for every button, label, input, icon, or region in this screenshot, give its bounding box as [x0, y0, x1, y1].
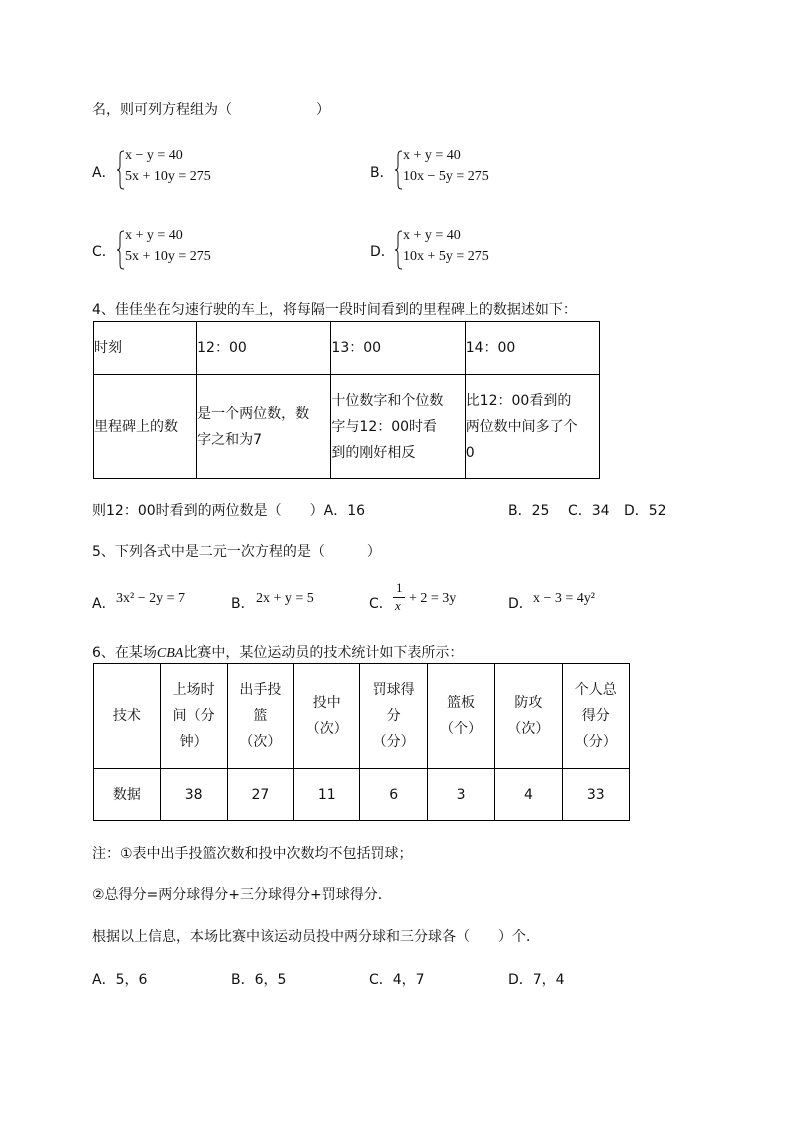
q6-header-free-throw: [360, 664, 427, 769]
q4-cell-1400-desc: [465, 375, 599, 479]
q5-option-c-letter: C．: [369, 596, 393, 612]
q6-header-shots-line3: （次）: [239, 734, 282, 750]
q5-option-c-denominator: x: [395, 598, 401, 613]
q6-header-free-throw-line2: 分: [386, 708, 401, 724]
q4-cell-1300-line1: 十位数字和个位数: [331, 392, 444, 409]
q6-stem-pre: 6、在某场: [92, 645, 157, 661]
q4-cell-1400-line1: 比12：00看到的: [465, 392, 572, 409]
q3-option-d-eq2: 10x + 5y = 275: [403, 249, 489, 264]
q6-header-playing-time: [160, 664, 227, 769]
q6-header-row: [94, 664, 630, 769]
q6-header-free-throw-line1: 罚球得: [372, 682, 415, 698]
q6-header-free-throw-line3: （分）: [372, 734, 415, 750]
q4-cell-1200-line1: 是一个两位数，数: [197, 405, 310, 422]
q4-option-d: D．52: [624, 503, 667, 519]
q6-header-rebounds-line2: （个）: [440, 721, 483, 737]
q6-header-defense-line1: 防攻: [514, 695, 543, 711]
q6-header-playing-time-line1: 上场时: [172, 682, 215, 698]
q6-header-total-line3: （分）: [574, 734, 617, 750]
q6-header-total: [562, 664, 629, 769]
q6-header-tech: [94, 664, 161, 769]
q5-stem: 5、下列各式中是二元一次方程的是（ ）: [92, 544, 381, 560]
q6-header-tech-line1: 技术: [112, 708, 141, 724]
q4-cell-1400-line3: 0: [465, 444, 475, 461]
q4-cell-1300-desc: [331, 375, 465, 479]
q6-header-defense: [495, 664, 562, 769]
q4-cell-1200-line2: 字之和为7: [197, 431, 263, 448]
q5-option-d-letter: D．: [508, 596, 533, 612]
q6-header-made-line1: 投中: [312, 695, 341, 711]
q6-header-shots-line2: 篮: [253, 708, 268, 724]
q6-option-c: C．4，7: [369, 972, 425, 988]
q6-question: 根据以上信息，本场比赛中该运动员投中两分球和三分球各（ ）个．: [92, 929, 540, 945]
q4-cell-1300-line3: 到的刚好相反: [331, 444, 416, 461]
q6-stem: [92, 642, 463, 662]
q6-header-defense-line2: （次）: [507, 721, 550, 737]
q3-option-c-letter: C．: [92, 244, 116, 260]
q6-data-label: 数据: [94, 769, 161, 821]
brace-icon: [116, 150, 125, 190]
q3-option-b-eq1: x + y = 40: [403, 148, 461, 163]
q4-option-b: B．25: [508, 503, 550, 519]
q4-cell-1400: 14：00: [465, 322, 599, 375]
q3-option-a-letter: A．: [92, 165, 116, 181]
q6-data-rebounds: 3: [427, 769, 494, 821]
q4-cell-milestone-label: 里程碑上的数: [94, 375, 197, 479]
q6-note-1: 注：①表中出手投篮次数和投中次数均不包括罚球；: [92, 846, 413, 862]
brace-icon: [394, 150, 403, 190]
q3-option-d-eq1: x + y = 40: [403, 228, 461, 243]
q3-stem-tail: 名，则可列方程组为（ ）: [92, 102, 330, 118]
q4-cell-1300: 13：00: [331, 322, 465, 375]
q3-option-c-eq2: 5x + 10y = 275: [125, 249, 211, 264]
q4-question: 则12：00时看到的两位数是（ ）A．16: [92, 503, 366, 519]
brace-icon: [394, 230, 403, 270]
q4-cell-1300-line2: 字与12：00时看: [331, 418, 438, 435]
q6-data-defense: 4: [495, 769, 562, 821]
q6-header-made-line2: （次）: [305, 721, 348, 737]
q6-header-total-line2: 得分: [581, 708, 610, 724]
q5-option-b-expr: 2x + y = 5: [256, 591, 314, 606]
q6-stem-post: 比赛中，某位运动员的技术统计如下表所示：: [183, 645, 464, 661]
q6-header-playing-time-line3: 钟）: [179, 734, 208, 750]
q5-option-b-letter: B．: [231, 596, 255, 612]
q6-header-rebounds: [427, 664, 494, 769]
q6-data-total: 33: [562, 769, 629, 821]
q5-option-a-expr: 3x² − 2y = 7: [116, 591, 185, 606]
q4-cell-time-label: 时刻: [94, 322, 197, 375]
q6-note-2: ②总得分=两分球得分+三分球得分+罚球得分．: [92, 887, 392, 903]
q6-stem-abbr: CBA: [156, 646, 184, 661]
q6-option-d: D．7，4: [508, 972, 565, 988]
q3-option-d-letter: D．: [370, 244, 395, 260]
q3-option-b-eq2: 10x − 5y = 275: [403, 169, 489, 184]
q4-table-header-row: [94, 322, 600, 375]
q4-cell-1200: 12：00: [197, 322, 331, 375]
q6-header-rebounds-line1: 篮板: [447, 695, 476, 711]
q4-stem: 4、佳佳坐在匀速行驶的车上，将每隔一段时间看到的里程碑上的数据述如下：: [92, 302, 577, 318]
q6-header-total-line1: 个人总: [574, 682, 617, 698]
q3-option-a-eq1: x − y = 40: [125, 148, 183, 163]
q6-data-shots: 27: [227, 769, 293, 821]
q4-cell-1400-line2: 两位数中间多了个: [465, 418, 578, 435]
q5-option-a-letter: A．: [92, 596, 116, 612]
q6-option-a: A．5，6: [92, 972, 148, 988]
q6-header-shots: [227, 664, 293, 769]
q6-data-free-throw: 6: [360, 769, 427, 821]
q3-option-c-eq1: x + y = 40: [125, 228, 183, 243]
q5-option-c-numerator: 1: [396, 580, 403, 595]
q5-option-d-expr: x − 3 = 4y²: [533, 591, 595, 606]
q6-header-shots-line1: 出手投: [239, 682, 282, 698]
q6-data-playing-time: 38: [160, 769, 227, 821]
q6-header-playing-time-line2: 间（分: [172, 708, 215, 724]
q3-option-b-letter: B．: [370, 165, 394, 181]
q6-stats-table: [93, 663, 630, 821]
q6-header-made: [294, 664, 360, 769]
q6-option-b: B．6，5: [231, 972, 287, 988]
q4-cell-1200-desc: [197, 375, 331, 479]
q5-option-c-rest: + 2 = 3y: [409, 591, 457, 606]
q4-milestone-table: [93, 321, 600, 479]
q6-data-made: 11: [294, 769, 360, 821]
brace-icon: [116, 230, 125, 270]
q4-option-c: C．34: [568, 503, 610, 519]
q6-data-row: [94, 769, 630, 821]
q4-table-data-row: [94, 375, 600, 479]
q3-option-a-eq2: 5x + 10y = 275: [125, 169, 211, 184]
